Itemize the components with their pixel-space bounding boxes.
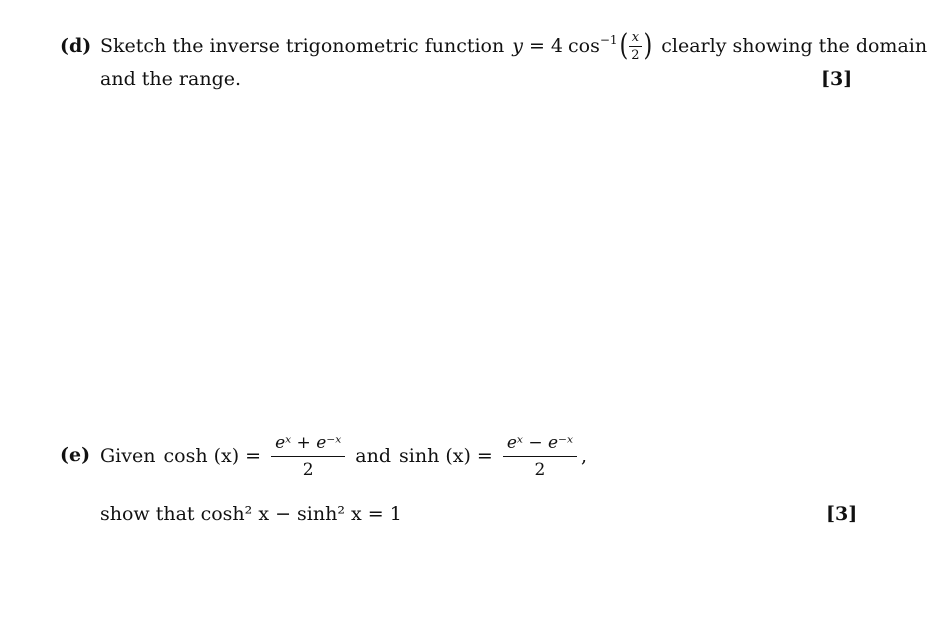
- comma: ,: [581, 445, 588, 467]
- part-e-given: Given: [100, 445, 156, 467]
- fraction-denominator: 2: [631, 47, 640, 63]
- equation-y: y: [512, 35, 523, 57]
- sinh-equals: =: [476, 445, 493, 467]
- equation-equals: =: [528, 35, 545, 57]
- cosh-lhs: cosh (x): [163, 445, 240, 467]
- part-e-label: (e): [60, 444, 91, 466]
- part-d-text-before: Sketch the inverse trigonometric function: [100, 35, 505, 57]
- sinh-denominator: 2: [534, 459, 546, 480]
- part-d-question-line2: and the range.: [100, 68, 242, 90]
- sinh-numerator: eˣ − e⁻ˣ: [506, 432, 574, 453]
- part-e-marks: [3]: [826, 503, 858, 525]
- equation-fraction: [629, 30, 641, 63]
- fraction-numerator: x: [631, 29, 640, 45]
- equation-exponent: −1: [599, 33, 618, 47]
- equation-coefficient: 4: [550, 35, 563, 57]
- equation-cos: cos: [567, 35, 600, 57]
- and-text: and: [355, 445, 392, 467]
- cosh-equals: =: [245, 445, 262, 467]
- right-paren: ): [642, 28, 652, 63]
- sinh-fraction: [503, 433, 577, 480]
- left-paren: (: [618, 28, 628, 63]
- part-e-show-line: show that cosh² x − sinh² x = 1: [100, 503, 402, 525]
- sinh-lhs: sinh (x): [399, 445, 471, 467]
- part-d-text-after: clearly showing the domain: [661, 35, 927, 57]
- part-d-question-line1: [100, 25, 927, 67]
- part-d-label: (d): [60, 35, 92, 57]
- part-e-given-line: [100, 428, 587, 484]
- part-d-marks: [3]: [821, 68, 853, 90]
- cosh-numerator: eˣ + e⁻ˣ: [275, 432, 342, 453]
- cosh-denominator: 2: [302, 459, 314, 480]
- cosh-fraction: [271, 433, 345, 480]
